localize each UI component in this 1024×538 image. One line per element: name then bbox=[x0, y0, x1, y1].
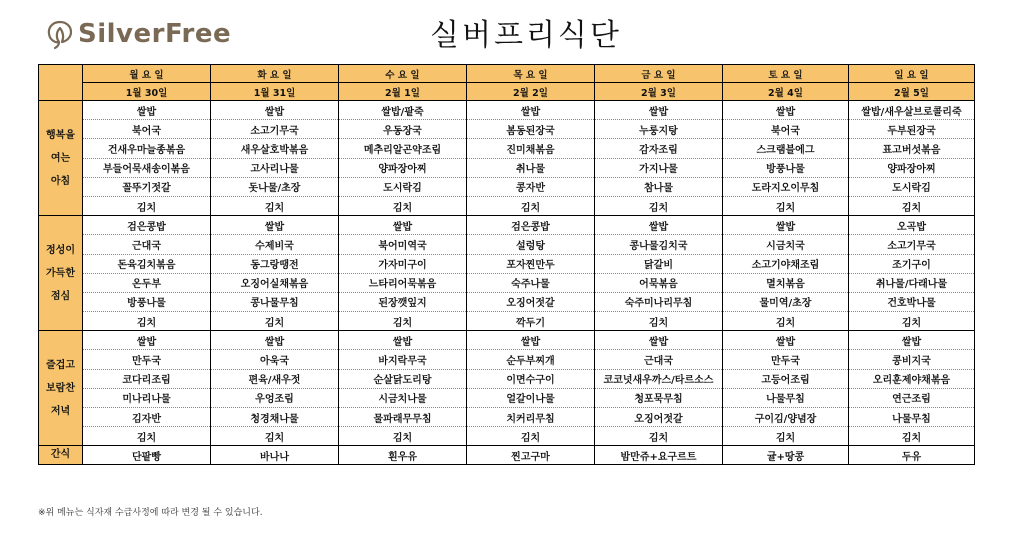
meal-label-line: 아침 bbox=[50, 175, 71, 187]
menu-item: 김치 bbox=[849, 312, 975, 331]
menu-item: 순살닭도리탕 bbox=[339, 369, 467, 388]
menu-item: 쌀밥 bbox=[83, 331, 211, 350]
menu-table bbox=[38, 64, 975, 465]
date-label: 2월 1일 bbox=[339, 83, 467, 101]
menu-item: 가지나물 bbox=[595, 158, 723, 177]
menu-item: 포자찐만두 bbox=[467, 254, 595, 273]
lunch-label bbox=[39, 216, 83, 331]
menu-item: 쌀밥 bbox=[339, 331, 467, 350]
menu-item: 우동장국 bbox=[339, 120, 467, 139]
snack-item: 밤만쥬+요구르트 bbox=[595, 446, 723, 465]
menu-item: 우엉조림 bbox=[211, 388, 339, 407]
menu-item: 순두부찌개 bbox=[467, 350, 595, 369]
menu-item: 김치 bbox=[339, 312, 467, 331]
menu-item: 쌀밥 bbox=[595, 331, 723, 350]
menu-item: 구이김/양념장 bbox=[723, 408, 849, 427]
dinner-row bbox=[39, 427, 975, 446]
menu-item: 북어국 bbox=[723, 120, 849, 139]
meal-label-line: 보람찬 bbox=[46, 382, 75, 394]
meal-label-line: 저녁 bbox=[50, 405, 71, 417]
menu-item: 멸치볶음 bbox=[723, 273, 849, 292]
weekday-label: 금 요 일 bbox=[595, 65, 723, 83]
date-label: 2월 4일 bbox=[723, 83, 849, 101]
dinner-row bbox=[39, 369, 975, 388]
menu-item: 북어국 bbox=[83, 120, 211, 139]
meal-label-line: 정성이 bbox=[46, 244, 75, 256]
menu-item: 코다리조림 bbox=[83, 369, 211, 388]
menu-item: 검은콩밥 bbox=[467, 216, 595, 235]
weekday-label: 목 요 일 bbox=[467, 65, 595, 83]
menu-item: 나물무침 bbox=[849, 408, 975, 427]
menu-body bbox=[39, 101, 975, 465]
menu-item: 소고기야채조림 bbox=[723, 254, 849, 273]
menu-item: 쌀밥 bbox=[595, 101, 723, 120]
breakfast-row bbox=[39, 177, 975, 196]
menu-item: 소고기무국 bbox=[211, 120, 339, 139]
menu-item: 편육/새우젓 bbox=[211, 369, 339, 388]
dinner-row bbox=[39, 331, 975, 350]
date-label: 2월 5일 bbox=[849, 83, 975, 101]
menu-item: 김치 bbox=[339, 427, 467, 446]
menu-item: 된장깻잎지 bbox=[339, 292, 467, 311]
menu-item: 김치 bbox=[83, 196, 211, 215]
menu-item: 김치 bbox=[467, 196, 595, 215]
meal-label-line: 행복을 bbox=[46, 129, 75, 141]
menu-item: 쌀밥 bbox=[211, 101, 339, 120]
menu-item: 쌀밥 bbox=[83, 101, 211, 120]
weekday-label: 수 요 일 bbox=[339, 65, 467, 83]
meal-label-line: 여는 bbox=[50, 152, 71, 164]
menu-item: 김치 bbox=[83, 427, 211, 446]
breakfast-label bbox=[39, 101, 83, 216]
menu-item: 아욱국 bbox=[211, 350, 339, 369]
menu-item: 가자미구이 bbox=[339, 254, 467, 273]
menu-item: 쌀밥 bbox=[467, 101, 595, 120]
menu-item: 콩자반 bbox=[467, 177, 595, 196]
menu-item: 물파래무무침 bbox=[339, 408, 467, 427]
menu-item: 참나물 bbox=[595, 177, 723, 196]
menu-item: 청포묵무침 bbox=[595, 388, 723, 407]
menu-item: 돗나물/초장 bbox=[211, 177, 339, 196]
meal-label-line: 즐겁고 bbox=[46, 359, 75, 371]
menu-item: 김치 bbox=[211, 427, 339, 446]
menu-item: 근대국 bbox=[83, 235, 211, 254]
menu-item: 청경채나물 bbox=[211, 408, 339, 427]
menu-item: 시금치나물 bbox=[339, 388, 467, 407]
meal-label-line: 점심 bbox=[50, 290, 71, 302]
menu-item: 근대국 bbox=[595, 350, 723, 369]
menu-item: 김치 bbox=[595, 196, 723, 215]
menu-item: 만두국 bbox=[723, 350, 849, 369]
menu-item: 오징어젓갈 bbox=[467, 292, 595, 311]
date-label: 1월 30일 bbox=[83, 83, 211, 101]
menu-item: 코코넛새우까스/타르소스 bbox=[595, 369, 723, 388]
menu-item: 동그랑땡전 bbox=[211, 254, 339, 273]
date-label: 2월 3일 bbox=[595, 83, 723, 101]
menu-item: 조기구이 bbox=[849, 254, 975, 273]
menu-item: 건호박나물 bbox=[849, 292, 975, 311]
menu-item: 방풍나물 bbox=[83, 292, 211, 311]
menu-item: 쌀밥/팥죽 bbox=[339, 101, 467, 120]
menu-item: 쌀밥 bbox=[467, 331, 595, 350]
dinner-row bbox=[39, 388, 975, 407]
meal-label-line: 가득한 bbox=[46, 267, 75, 279]
snack-item: 두유 bbox=[849, 446, 975, 465]
snack-item: 흰우유 bbox=[339, 446, 467, 465]
menu-item: 김치 bbox=[595, 312, 723, 331]
date-header-row bbox=[39, 83, 975, 101]
menu-item: 김치 bbox=[849, 427, 975, 446]
lunch-row bbox=[39, 216, 975, 235]
snack-row bbox=[39, 446, 975, 465]
menu-item: 스크램블에그 bbox=[723, 139, 849, 158]
menu-item: 북어미역국 bbox=[339, 235, 467, 254]
menu-item: 쌀밥 bbox=[723, 101, 849, 120]
menu-item: 이면수구이 bbox=[467, 369, 595, 388]
menu-item: 고사리나물 bbox=[211, 158, 339, 177]
menu-item: 쌀밥 bbox=[211, 331, 339, 350]
lunch-row bbox=[39, 254, 975, 273]
menu-item: 도시락김 bbox=[339, 177, 467, 196]
menu-item: 취나물/다래나물 bbox=[849, 273, 975, 292]
menu-item: 두부된장국 bbox=[849, 120, 975, 139]
breakfast-row bbox=[39, 196, 975, 215]
menu-item: 바지락무국 bbox=[339, 350, 467, 369]
menu-item: 감자조림 bbox=[595, 139, 723, 158]
snack-item: 귤+땅콩 bbox=[723, 446, 849, 465]
menu-item: 방풍나물 bbox=[723, 158, 849, 177]
menu-item: 시금치국 bbox=[723, 235, 849, 254]
menu-item: 나물무침 bbox=[723, 388, 849, 407]
menu-item: 콩비지국 bbox=[849, 350, 975, 369]
menu-item: 김치 bbox=[211, 312, 339, 331]
menu-item: 메추리알곤약조림 bbox=[339, 139, 467, 158]
snack-label: 간식 bbox=[39, 446, 83, 465]
snack-item: 찐고구마 bbox=[467, 446, 595, 465]
menu-item: 취나물 bbox=[467, 158, 595, 177]
menu-item: 김자반 bbox=[83, 408, 211, 427]
leaf-logo-icon bbox=[44, 18, 76, 50]
menu-item: 쌀밥 bbox=[595, 216, 723, 235]
menu-item: 수제비국 bbox=[211, 235, 339, 254]
snack-item: 바나나 bbox=[211, 446, 339, 465]
menu-item: 오곡밥 bbox=[849, 216, 975, 235]
weekday-label: 월 요 일 bbox=[83, 65, 211, 83]
menu-item: 김치 bbox=[83, 312, 211, 331]
menu-item: 느타리어묵볶음 bbox=[339, 273, 467, 292]
page-title: 실버프리식단 bbox=[430, 18, 622, 53]
menu-item: 얼갈이나물 bbox=[467, 388, 595, 407]
menu-item: 부들어묵새송이볶음 bbox=[83, 158, 211, 177]
menu-item: 온두부 bbox=[83, 273, 211, 292]
lunch-row bbox=[39, 312, 975, 331]
menu-item: 소고기무국 bbox=[849, 235, 975, 254]
date-label: 1월 31일 bbox=[211, 83, 339, 101]
menu-item: 숙주나물 bbox=[467, 273, 595, 292]
weekday-label: 토 요 일 bbox=[723, 65, 849, 83]
breakfast-row bbox=[39, 158, 975, 177]
menu-item: 김치 bbox=[211, 196, 339, 215]
menu-item: 김치 bbox=[723, 312, 849, 331]
menu-item: 오징어젓갈 bbox=[595, 408, 723, 427]
menu-item: 쌀밥 bbox=[211, 216, 339, 235]
breakfast-row bbox=[39, 139, 975, 158]
menu-item: 오징어실채볶음 bbox=[211, 273, 339, 292]
menu-item: 쌀밥 bbox=[723, 331, 849, 350]
menu-item: 연근조림 bbox=[849, 388, 975, 407]
menu-item: 설렁탕 bbox=[467, 235, 595, 254]
weekday-label: 화 요 일 bbox=[211, 65, 339, 83]
menu-item: 숙주미나리무침 bbox=[595, 292, 723, 311]
menu-item: 도라지오이무침 bbox=[723, 177, 849, 196]
logo-text: SilverFree bbox=[78, 19, 232, 49]
snack-item: 단팥빵 bbox=[83, 446, 211, 465]
lunch-row bbox=[39, 292, 975, 311]
dinner-label bbox=[39, 331, 83, 446]
menu-item: 누룽지탕 bbox=[595, 120, 723, 139]
menu-item: 쌀밥 bbox=[849, 331, 975, 350]
menu-item: 미나리나물 bbox=[83, 388, 211, 407]
dinner-row bbox=[39, 408, 975, 427]
weekday-label: 일 요 일 bbox=[849, 65, 975, 83]
menu-item: 검은콩밥 bbox=[83, 216, 211, 235]
menu-item: 김치 bbox=[723, 196, 849, 215]
menu-item: 쌀밥/새우살브로콜리죽 bbox=[849, 101, 975, 120]
menu-item: 오리훈제야채볶음 bbox=[849, 369, 975, 388]
menu-item: 김치 bbox=[339, 196, 467, 215]
menu-item: 봄동된장국 bbox=[467, 120, 595, 139]
menu-item: 깍두기 bbox=[467, 312, 595, 331]
menu-item: 닭갈비 bbox=[595, 254, 723, 273]
menu-item: 표고버섯볶음 bbox=[849, 139, 975, 158]
menu-item: 양파장아찌 bbox=[849, 158, 975, 177]
menu-item: 치커리무침 bbox=[467, 408, 595, 427]
header-corner bbox=[39, 65, 83, 101]
menu-item: 김치 bbox=[595, 427, 723, 446]
menu-item: 김치 bbox=[849, 196, 975, 215]
menu-item: 콩나물무침 bbox=[211, 292, 339, 311]
menu-item: 양파장아찌 bbox=[339, 158, 467, 177]
menu-item: 만두국 bbox=[83, 350, 211, 369]
menu-item: 돈육김치볶음 bbox=[83, 254, 211, 273]
lunch-row bbox=[39, 273, 975, 292]
date-label: 2월 2일 bbox=[467, 83, 595, 101]
footnote: ※위 메뉴는 식자재 수급사정에 따라 변경 될 수 있습니다. bbox=[38, 508, 263, 518]
menu-item: 어묵볶음 bbox=[595, 273, 723, 292]
menu-item: 진미채볶음 bbox=[467, 139, 595, 158]
menu-item: 쌀밥 bbox=[339, 216, 467, 235]
menu-item: 건새우마늘종볶음 bbox=[83, 139, 211, 158]
menu-item: 고등어조림 bbox=[723, 369, 849, 388]
lunch-row bbox=[39, 235, 975, 254]
menu-item: 콩나물김치국 bbox=[595, 235, 723, 254]
menu-item: 쌀밥 bbox=[723, 216, 849, 235]
menu-item: 도시락김 bbox=[849, 177, 975, 196]
weekday-header-row bbox=[39, 65, 975, 83]
breakfast-row bbox=[39, 120, 975, 139]
logo bbox=[44, 14, 231, 54]
menu-item: 새우살호박볶음 bbox=[211, 139, 339, 158]
menu-item: 물미역/초장 bbox=[723, 292, 849, 311]
menu-item: 김치 bbox=[723, 427, 849, 446]
menu-item: 꼴뚜기젓갈 bbox=[83, 177, 211, 196]
menu-item: 김치 bbox=[467, 427, 595, 446]
breakfast-row bbox=[39, 101, 975, 120]
dinner-row bbox=[39, 350, 975, 369]
